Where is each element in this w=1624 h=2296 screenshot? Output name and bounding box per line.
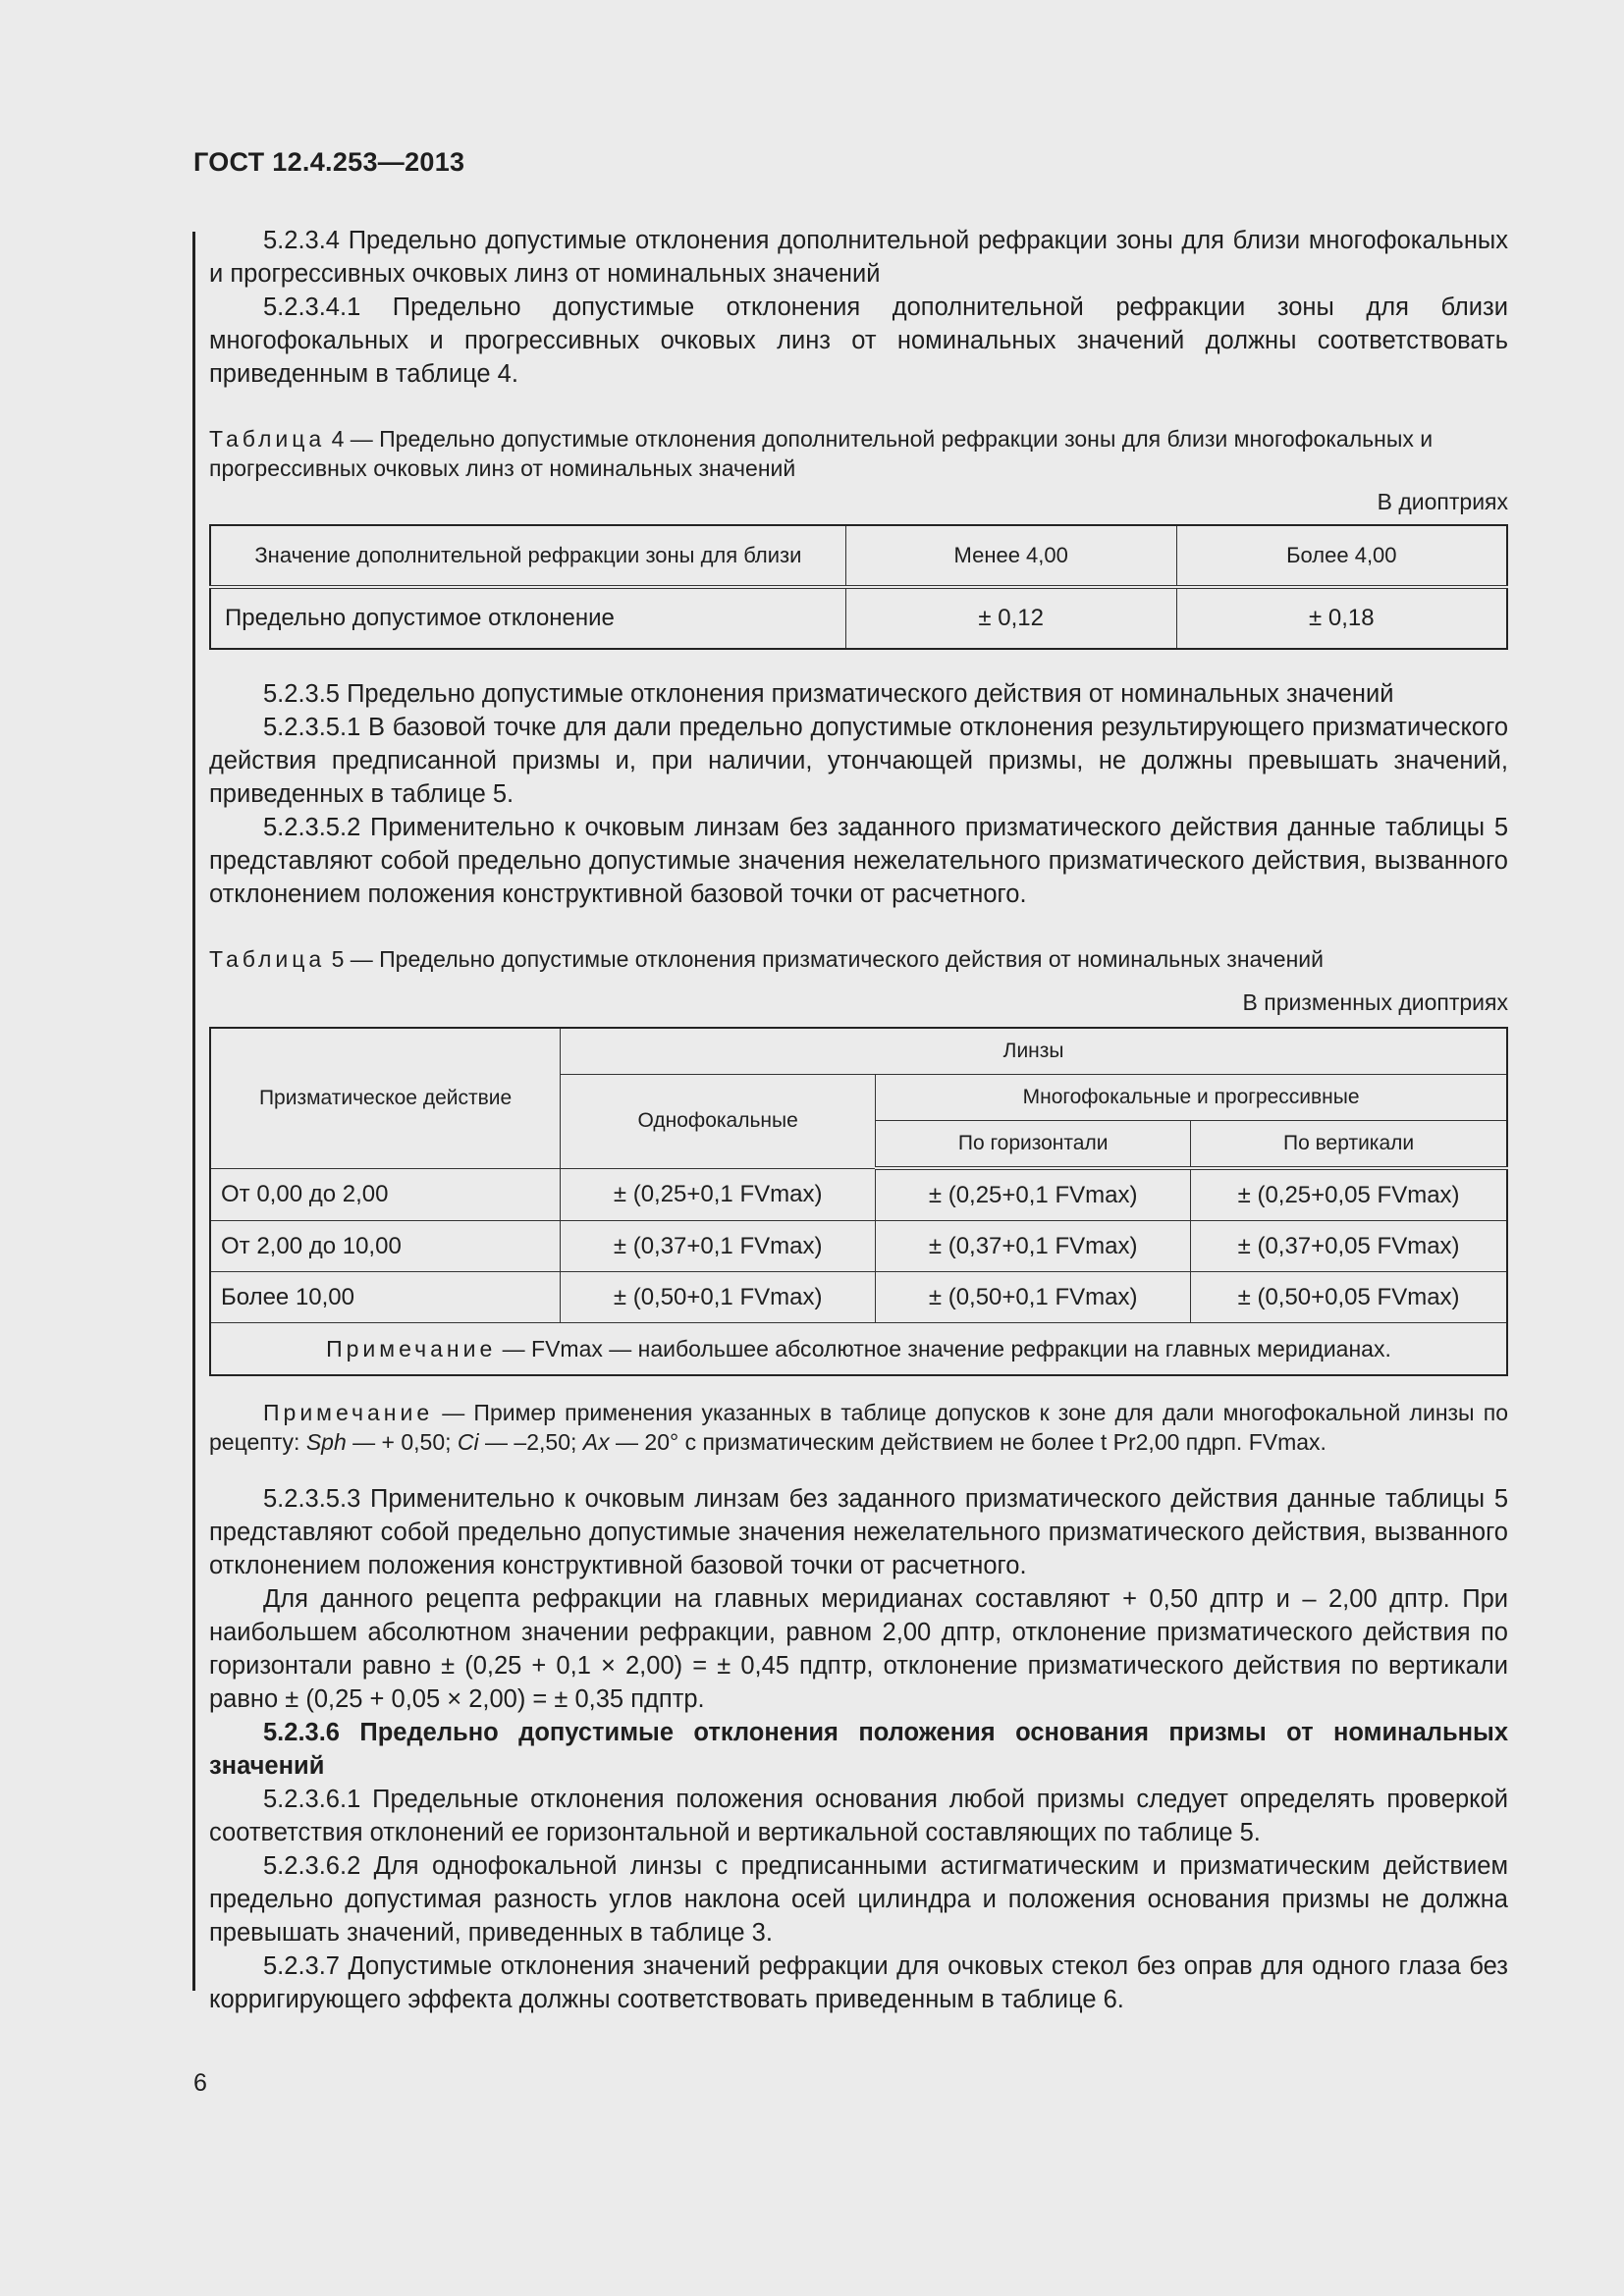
table5-caption-label: Таблица — [209, 946, 326, 972]
table-row — [210, 1323, 1507, 1376]
clause-5-2-3-4: 5.2.3.4 Предельно допустимые отклонения дополнительной рефракции зоны для близи многофокальных и прогрессивных очковых линз от номинальных значений — [209, 227, 1508, 288]
table4-caption-text: 4 — Предельно допустимые отклонения дополнительной рефракции зоны для близи многофокальных и прогрессивных очковых линз от номинальных значений — [209, 426, 1434, 481]
example-note-text: — + 0,50; — [346, 1429, 458, 1455]
table4-cell: Предельно допустимое отклонение — [210, 587, 845, 649]
table5-caption — [209, 944, 1508, 974]
table4-caption — [209, 424, 1508, 483]
table5-cell: ± (0,50+0,05 FVmax) — [1191, 1272, 1507, 1323]
example-note-ax: Ax — [582, 1429, 610, 1455]
table5-cell: От 0,00 до 2,00 — [210, 1168, 561, 1221]
table4-units: В диоптриях — [1377, 489, 1508, 514]
clause-5-2-3-5-3: 5.2.3.5.3 Применительно к очковым линзам без заданного призматического действия данные таблицы 5 представляют собой предельно допустимые значения нежелательного призматического действия, вызванного отклонением положения конструктивной базовой точки от расчетного. — [209, 1485, 1508, 1579]
example-calculation: Для данного рецепта рефракции на главных меридианах составляют + 0,50 дптр и – 2,00 дптр. При наибольшем абсолютном значении рефракции, равном 2,00 дптр, отклонение призматического действия по горизонтали равно ± (0,25 + 0,1 × 2,00) = ± 0,45 пдптр, отклонение призматического действия по вертикали равно ± (0,25 + 0,05 × 2,00) = ± 0,35 пдптр. — [209, 1585, 1508, 1713]
clause-5-2-3-5-2: 5.2.3.5.2 Применительно к очковым линзам без заданного призматического действия данные таблицы 5 представляют собой предельно допустимые значения нежелательного призматического действия, вызванного отклонением положения конструктивной базовой точки от расчетного. — [209, 814, 1508, 908]
page-number: 6 — [193, 2069, 207, 2097]
table5-cell: ± (0,50+0,1 FVmax) — [876, 1272, 1191, 1323]
example-note-text: — –2,50; — [478, 1429, 583, 1455]
table5-note-text: — FVmax — наибольшее абсолютное значение рефракции на главных меридианах. — [496, 1335, 1391, 1362]
table-row — [210, 525, 1507, 587]
clause-5-2-3-6-2: 5.2.3.6.2 Для однофокальной линзы с предписанными астигматическим и призматическим действием предельно допустимая разность углов наклона осей цилиндра и положения основания призмы не должна превышать значений, приведенных в таблице 3. — [209, 1852, 1508, 1947]
example-note-text: — Пример применения указанных в таблице допусков к зоне для дали многофокальной линзы по рецепту: — [209, 1400, 1508, 1455]
table5-cell: ± (0,25+0,1 FVmax) — [876, 1168, 1191, 1221]
clause-5-2-3-5-1: 5.2.3.5.1 В базовой точке для дали предельно допустимые отклонения результирующего призматического действия предписанной призмы и, при наличии, утончающей призмы, не должны превышать значений, приведенных в таблице 5. — [209, 714, 1508, 808]
table5-note-label: Примечание — [326, 1335, 497, 1362]
table4-cell: ± 0,18 — [1176, 587, 1507, 649]
example-note-text: — 20° с призматическим действием не более t Pr2,00 пдрп. FVmax. — [609, 1429, 1326, 1455]
table5-cell: От 2,00 до 10,00 — [210, 1221, 561, 1272]
clause-5-2-3-6: 5.2.3.6 Предельно допустимые отклонения положения основания призмы от номинальных значений — [209, 1719, 1508, 1780]
table4-cell: ± 0,12 — [845, 587, 1176, 649]
table-5 — [209, 1027, 1508, 1376]
table5-header-lenses: Линзы — [561, 1028, 1507, 1075]
table5-cell: ± (0,50+0,1 FVmax) — [561, 1272, 876, 1323]
table5-cell: ± (0,25+0,1 FVmax) — [561, 1168, 876, 1221]
table5-cell: ± (0,37+0,1 FVmax) — [561, 1221, 876, 1272]
table-row — [210, 587, 1507, 649]
change-bar — [192, 232, 195, 1991]
table-row — [210, 1168, 1507, 1221]
table5-header-single: Однофокальные — [561, 1075, 876, 1169]
table-4 — [209, 524, 1508, 650]
table-row — [210, 1028, 1507, 1075]
table5-cell: ± (0,37+0,05 FVmax) — [1191, 1221, 1507, 1272]
example-note-ci: Ci — [457, 1429, 479, 1455]
table5-header-prism: Призматическое действие — [210, 1028, 561, 1168]
table5-cell: Более 10,00 — [210, 1272, 561, 1323]
table5-note — [210, 1323, 1507, 1376]
table5-header-horizontal: По горизонтали — [876, 1121, 1191, 1169]
table4-header-cell: Значение дополнительной рефракции зоны для близи — [210, 525, 845, 587]
clause-5-2-3-4-1: 5.2.3.4.1 Предельно допустимые отклонения дополнительной рефракции зоны для близи многофокальных и прогрессивных очковых линз от номинальных значений должны соответствовать приведенным в таблице 4. — [209, 294, 1508, 388]
table5-header-multi: Многофокальные и прогрессивные — [876, 1075, 1507, 1121]
table5-caption-text: 5 — Предельно допустимые отклонения призматического действия от номинальных значений — [331, 946, 1324, 972]
table5-cell: ± (0,37+0,1 FVmax) — [876, 1221, 1191, 1272]
table4-header-cell: Более 4,00 — [1176, 525, 1507, 587]
table-row — [210, 1272, 1507, 1323]
clause-5-2-3-5: 5.2.3.5 Предельно допустимые отклонения призматического действия от номинальных значений — [263, 680, 1394, 708]
table5-cell: ± (0,25+0,05 FVmax) — [1191, 1168, 1507, 1221]
document-header: ГОСТ 12.4.253—2013 — [193, 147, 465, 177]
clause-5-2-3-7: 5.2.3.7 Допустимые отклонения значений рефракции для очковых стекол без оправ для одного глаза без корригирующего эффекта должны соответствовать приведенным в таблице 6. — [209, 1952, 1508, 2013]
table5-units: В призменных диоптриях — [1242, 989, 1508, 1015]
example-note-label: Примечание — [263, 1400, 434, 1425]
table-row — [210, 1221, 1507, 1272]
table4-caption-label: Таблица — [209, 426, 326, 452]
table5-header-vertical: По вертикали — [1191, 1121, 1507, 1169]
example-note — [209, 1398, 1508, 1457]
table4-header-cell: Менее 4,00 — [845, 525, 1176, 587]
example-note-sph: Sph — [305, 1429, 347, 1455]
clause-5-2-3-6-1: 5.2.3.6.1 Предельные отклонения положения основания любой призмы следует определять проверкой соответствия отклонений ее горизонтальной и вертикальной составляющих по таблице 5. — [209, 1786, 1508, 1846]
page-content — [209, 224, 1508, 2016]
